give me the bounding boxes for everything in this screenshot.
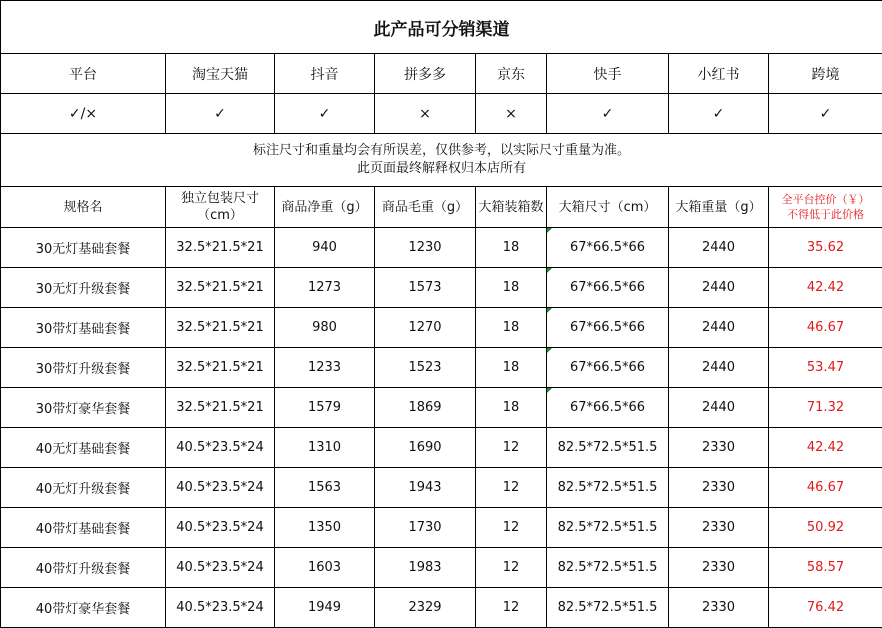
cell-box-qty: 12 [476, 428, 547, 468]
disclaimer-line: 此页面最终解释权归本店所有 [1, 160, 882, 178]
cell-gross-weight: 1943 [375, 468, 476, 508]
col-header-net-weight: 商品净重（g） [275, 187, 375, 228]
cell-gross-weight: 1869 [375, 388, 476, 428]
channel-mark: × [476, 94, 547, 134]
cell-price: 46.67 [769, 468, 882, 508]
cell-box-size: 82.5*72.5*51.5 [547, 468, 669, 508]
channel-header: 跨境 [769, 54, 882, 94]
cell-price: 53.47 [769, 348, 882, 388]
cell-net-weight: 1273 [275, 268, 375, 308]
cell-package-size: 40.5*23.5*24 [166, 428, 275, 468]
cell-box-qty: 18 [476, 348, 547, 388]
col-header-gross-weight: 商品毛重（g） [375, 187, 476, 228]
cell-price: 35.62 [769, 228, 882, 268]
col-header-box-weight: 大箱重量（g） [669, 187, 769, 228]
channel-header: 平台 [1, 54, 166, 94]
cell-gross-weight: 1523 [375, 348, 476, 388]
channel-mark: ✓ [769, 94, 882, 134]
channel-header: 拼多多 [375, 54, 476, 94]
cell-gross-weight: 1730 [375, 508, 476, 548]
cell-box-size: 82.5*72.5*51.5 [547, 588, 669, 628]
channel-mark: ✓ [547, 94, 669, 134]
cell-box-size: 67*66.5*66 [547, 388, 669, 428]
table-row [1, 588, 882, 628]
cell-box-weight: 2440 [669, 268, 769, 308]
col-header-box-size: 大箱尺寸（cm） [547, 187, 669, 228]
col-header-price [769, 187, 882, 228]
cell-net-weight: 980 [275, 308, 375, 348]
channel-header: 快手 [547, 54, 669, 94]
channel-mark: ✓ [275, 94, 375, 134]
cell-package-size: 40.5*23.5*24 [166, 548, 275, 588]
cell-net-weight: 1563 [275, 468, 375, 508]
cell-package-size: 40.5*23.5*24 [166, 508, 275, 548]
cell-price: 58.57 [769, 548, 882, 588]
channel-mark: × [375, 94, 476, 134]
cell-box-weight: 2330 [669, 588, 769, 628]
channel-mark: ✓ [166, 94, 275, 134]
cell-box-size: 67*66.5*66 [547, 228, 669, 268]
cell-package-size: 32.5*21.5*21 [166, 348, 275, 388]
cell-box-qty: 12 [476, 508, 547, 548]
cell-box-size: 67*66.5*66 [547, 268, 669, 308]
table-row [1, 548, 882, 588]
price-header-line: 不得低于此价格 [769, 207, 882, 222]
cell-price: 71.32 [769, 388, 882, 428]
cell-package-size: 40.5*23.5*24 [166, 468, 275, 508]
table-row [1, 268, 882, 308]
cell-spec: 40带灯基础套餐 [1, 508, 166, 548]
channel-header-row [1, 54, 882, 94]
channel-mark-row [1, 94, 882, 134]
cell-net-weight: 940 [275, 228, 375, 268]
cell-spec: 40无灯基础套餐 [1, 428, 166, 468]
cell-spec: 30带灯豪华套餐 [1, 388, 166, 428]
cell-spec: 40无灯升级套餐 [1, 468, 166, 508]
cell-price: 50.92 [769, 508, 882, 548]
cell-package-size: 32.5*21.5*21 [166, 228, 275, 268]
col-header-spec: 规格名 [1, 187, 166, 228]
cell-package-size: 40.5*23.5*24 [166, 588, 275, 628]
cell-net-weight: 1233 [275, 348, 375, 388]
cell-box-weight: 2440 [669, 348, 769, 388]
cell-gross-weight: 2329 [375, 588, 476, 628]
cell-gross-weight: 1690 [375, 428, 476, 468]
cell-price: 42.42 [769, 268, 882, 308]
cell-gross-weight: 1573 [375, 268, 476, 308]
cell-box-size: 67*66.5*66 [547, 308, 669, 348]
cell-box-weight: 2440 [669, 388, 769, 428]
cell-box-weight: 2330 [669, 468, 769, 508]
page-title: 此产品可分销渠道 [1, 1, 882, 54]
cell-package-size: 32.5*21.5*21 [166, 268, 275, 308]
cell-price: 42.42 [769, 428, 882, 468]
cell-box-size: 67*66.5*66 [547, 348, 669, 388]
cell-net-weight: 1350 [275, 508, 375, 548]
cell-spec: 30带灯基础套餐 [1, 308, 166, 348]
channel-mark: ✓/× [1, 94, 166, 134]
price-header-line: 全平台控价（￥） [769, 192, 882, 207]
disclaimer-note [1, 134, 882, 187]
cell-box-weight: 2440 [669, 308, 769, 348]
cell-box-qty: 18 [476, 268, 547, 308]
cell-box-qty: 12 [476, 468, 547, 508]
table-row [1, 308, 882, 348]
table-row [1, 388, 882, 428]
cell-gross-weight: 1230 [375, 228, 476, 268]
cell-box-qty: 18 [476, 308, 547, 348]
table-row [1, 468, 882, 508]
table-row [1, 428, 882, 468]
cell-box-weight: 2330 [669, 548, 769, 588]
disclaimer-line: 标注尺寸和重量均会有所误差，仅供参考，以实际尺寸重量为准。 [1, 142, 882, 160]
cell-spec: 30无灯升级套餐 [1, 268, 166, 308]
cell-net-weight: 1603 [275, 548, 375, 588]
channel-header: 淘宝天猫 [166, 54, 275, 94]
cell-box-size: 82.5*72.5*51.5 [547, 428, 669, 468]
cell-box-size: 82.5*72.5*51.5 [547, 508, 669, 548]
cell-box-qty: 12 [476, 548, 547, 588]
channel-header: 京东 [476, 54, 547, 94]
cell-box-weight: 2440 [669, 228, 769, 268]
cell-net-weight: 1949 [275, 588, 375, 628]
channel-header: 小红书 [669, 54, 769, 94]
cell-package-size: 32.5*21.5*21 [166, 388, 275, 428]
col-header-box-qty: 大箱装箱数 [476, 187, 547, 228]
cell-box-qty: 18 [476, 228, 547, 268]
cell-box-qty: 12 [476, 588, 547, 628]
cell-price: 46.67 [769, 308, 882, 348]
cell-box-qty: 18 [476, 388, 547, 428]
cell-net-weight: 1310 [275, 428, 375, 468]
cell-spec: 30带灯升级套餐 [1, 348, 166, 388]
cell-net-weight: 1579 [275, 388, 375, 428]
table-row [1, 228, 882, 268]
cell-gross-weight: 1270 [375, 308, 476, 348]
cell-gross-weight: 1983 [375, 548, 476, 588]
cell-spec: 40带灯豪华套餐 [1, 588, 166, 628]
table-row [1, 348, 882, 388]
cell-box-weight: 2330 [669, 508, 769, 548]
channel-header: 抖音 [275, 54, 375, 94]
cell-price: 76.42 [769, 588, 882, 628]
column-header-row [1, 187, 882, 228]
channel-mark: ✓ [669, 94, 769, 134]
col-header-package-size: 独立包装尺寸（cm） [166, 187, 275, 228]
cell-box-weight: 2330 [669, 428, 769, 468]
cell-spec: 40带灯升级套餐 [1, 548, 166, 588]
table-row [1, 508, 882, 548]
cell-spec: 30无灯基础套餐 [1, 228, 166, 268]
cell-package-size: 32.5*21.5*21 [166, 308, 275, 348]
cell-box-size: 82.5*72.5*51.5 [547, 548, 669, 588]
